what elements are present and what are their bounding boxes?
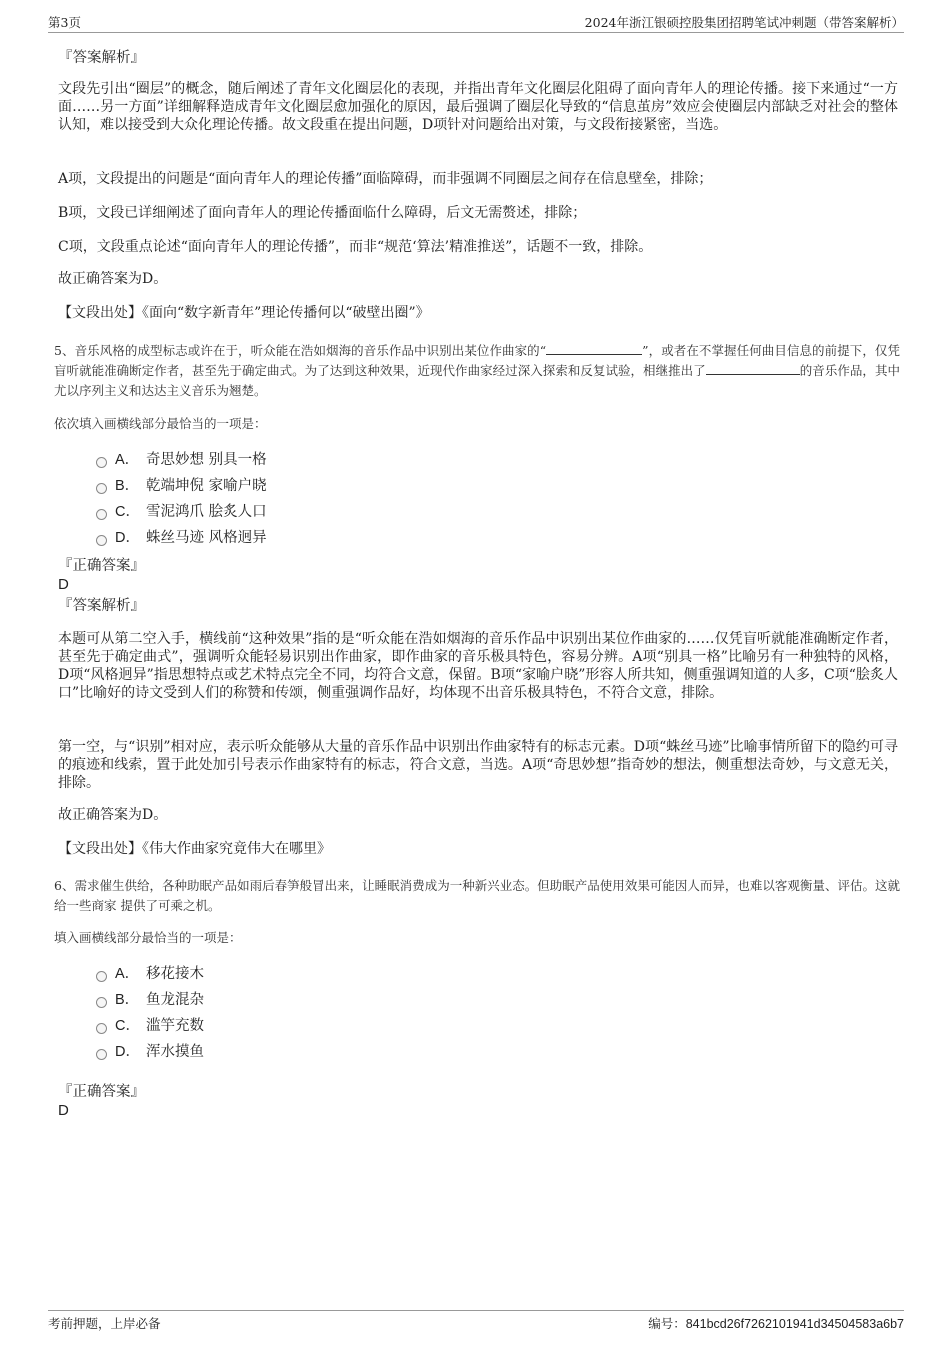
radio-icon[interactable] (96, 1049, 107, 1060)
q6-correct-answer: D (58, 1102, 69, 1119)
q5-instruction: 依次填入画横线部分最恰当的一项是： (54, 416, 267, 431)
q6-instruction: 填入画横线部分最恰当的一项是： (54, 930, 242, 945)
page-number: 第3页 (48, 15, 81, 30)
q4-analysis-p3: B项，文段已详细阐述了面向青年人的理论传播面临什么障碍，后文无需赘述，排除； (58, 205, 587, 221)
q4-analysis-p2: A项，文段提出的问题是“面向青年人的理论传播”面临障碍，而非强调不同圈层之间存在信息壁垒，排除； (58, 171, 713, 187)
q4-source: 【文段出处】《面向“数字新青年”理论传播何以“破壁出圈”》 (58, 305, 430, 321)
q5-blank-2 (706, 361, 800, 375)
q5-analysis-p3: 故正确答案为D。 (58, 807, 168, 823)
q5-analysis-p1: 本题可从第二空入手，横线前“这种效果”指的是“听众能在浩如烟海的音乐作品中识别出某位作曲家的……仅凭盲听就能准确断定作者，甚至先于确定曲式”，强调听众能轻易识别出作曲家，即作曲家的音乐极具特色，容易分辨。A项“别具一格”比喻另有一种独特的风格，D项“风格迥异”指思想特点或艺术特点完全不同，均符合文意，保留。B项“家喻户晓”形容人所共知，侧重强调知道的人多，C项“脍炙人口”比喻好的诗文受到人们的称赞和传颂，侧重强调作品好，均体现不出音乐极具特色，不符合文意，排除。 (58, 631, 898, 701)
q6-stem: 6、需求催生供给，各种助眠产品如雨后春笋般冒出来，让睡眠消费成为一种新兴业态。但助眠产品使用效果可能因人而异，也难以客观衡量、评估。这就给一些商家 提供了可乘之机。 (54, 878, 900, 913)
q5-correct-answer: D (58, 576, 69, 593)
radio-icon[interactable] (96, 509, 107, 520)
q5-correct-label: 『正确答案』 (58, 558, 145, 574)
q5-analysis-p2: 第一空，与“识别”相对应，表示听众能够从大量的音乐作品中识别出作曲家特有的标志元素。D项“蛛丝马迹”比喻事情所留下的隐约可寻的痕迹和线索，置于此处加引号表示作曲家特有的标志，符合文意，当选。A项“奇思妙想”指奇妙的想法，侧重想法奇妙，与文意无关，排除。 (58, 739, 898, 791)
q5-blank-1 (546, 341, 642, 355)
radio-icon[interactable] (96, 997, 107, 1008)
q5-source: 【文段出处】《伟大作曲家究竟伟大在哪里》 (58, 841, 331, 857)
page-footer (48, 1310, 904, 1333)
radio-icon[interactable] (96, 971, 107, 982)
q4-analysis-p1: 文段先引出“圈层”的概念，随后阐述了青年文化圈层化的表现，并指出青年文化圈层化阻碍了面向青年人的理论传播。接下来通过“一方面……另一方面”详细解释造成青年文化圈层愈加强化的原因，最后强调了圈层化导致的“信息茧房”效应会使圈层内部缺乏对社会的整体认知，难以接受到大众化理论传播。故文段重在提出问题，D项针对问题给出对策，与文段衔接紧密，当选。 (58, 81, 898, 133)
document-title: 2024年浙江银硕控股集团招聘笔试冲刺题（带答案解析） (584, 15, 904, 30)
q4-analysis-label: 『答案解析』 (58, 50, 145, 66)
q4-analysis-p4: C项，文段重点论述“面向青年人的理论传播”，而非“规范‘算法’精准推送”，话题不一致，排除。 (58, 239, 653, 255)
q5-analysis-label: 『答案解析』 (58, 598, 145, 614)
q4-analysis-p5: 故正确答案为D。 (58, 271, 168, 287)
radio-icon[interactable] (96, 483, 107, 494)
q5-stem: 5、音乐风格的成型标志或许在于，听众能在浩如烟海的音乐作品中识别出某位作曲家的“ ”，或者在不掌握任何曲目信息的前提下，仅凭盲听就能准确断定作者，甚至先于确定曲式。为了达到这种效果，近现代作曲家经过深入探索和反复试验，相继推出了 的音乐作品，其中尤以序列主义和达达主义音乐为翘楚。 (54, 343, 900, 398)
footer-slogan: 考前押题，上岸必备 (48, 1316, 161, 1331)
radio-icon[interactable] (96, 457, 107, 468)
radio-icon[interactable] (96, 535, 107, 546)
document-code: 编号：841bcd26f7262101941d34504583a6b7 (648, 1316, 904, 1331)
radio-icon[interactable] (96, 1023, 107, 1034)
page-header (48, 14, 904, 33)
q6-correct-label: 『正确答案』 (58, 1084, 145, 1100)
